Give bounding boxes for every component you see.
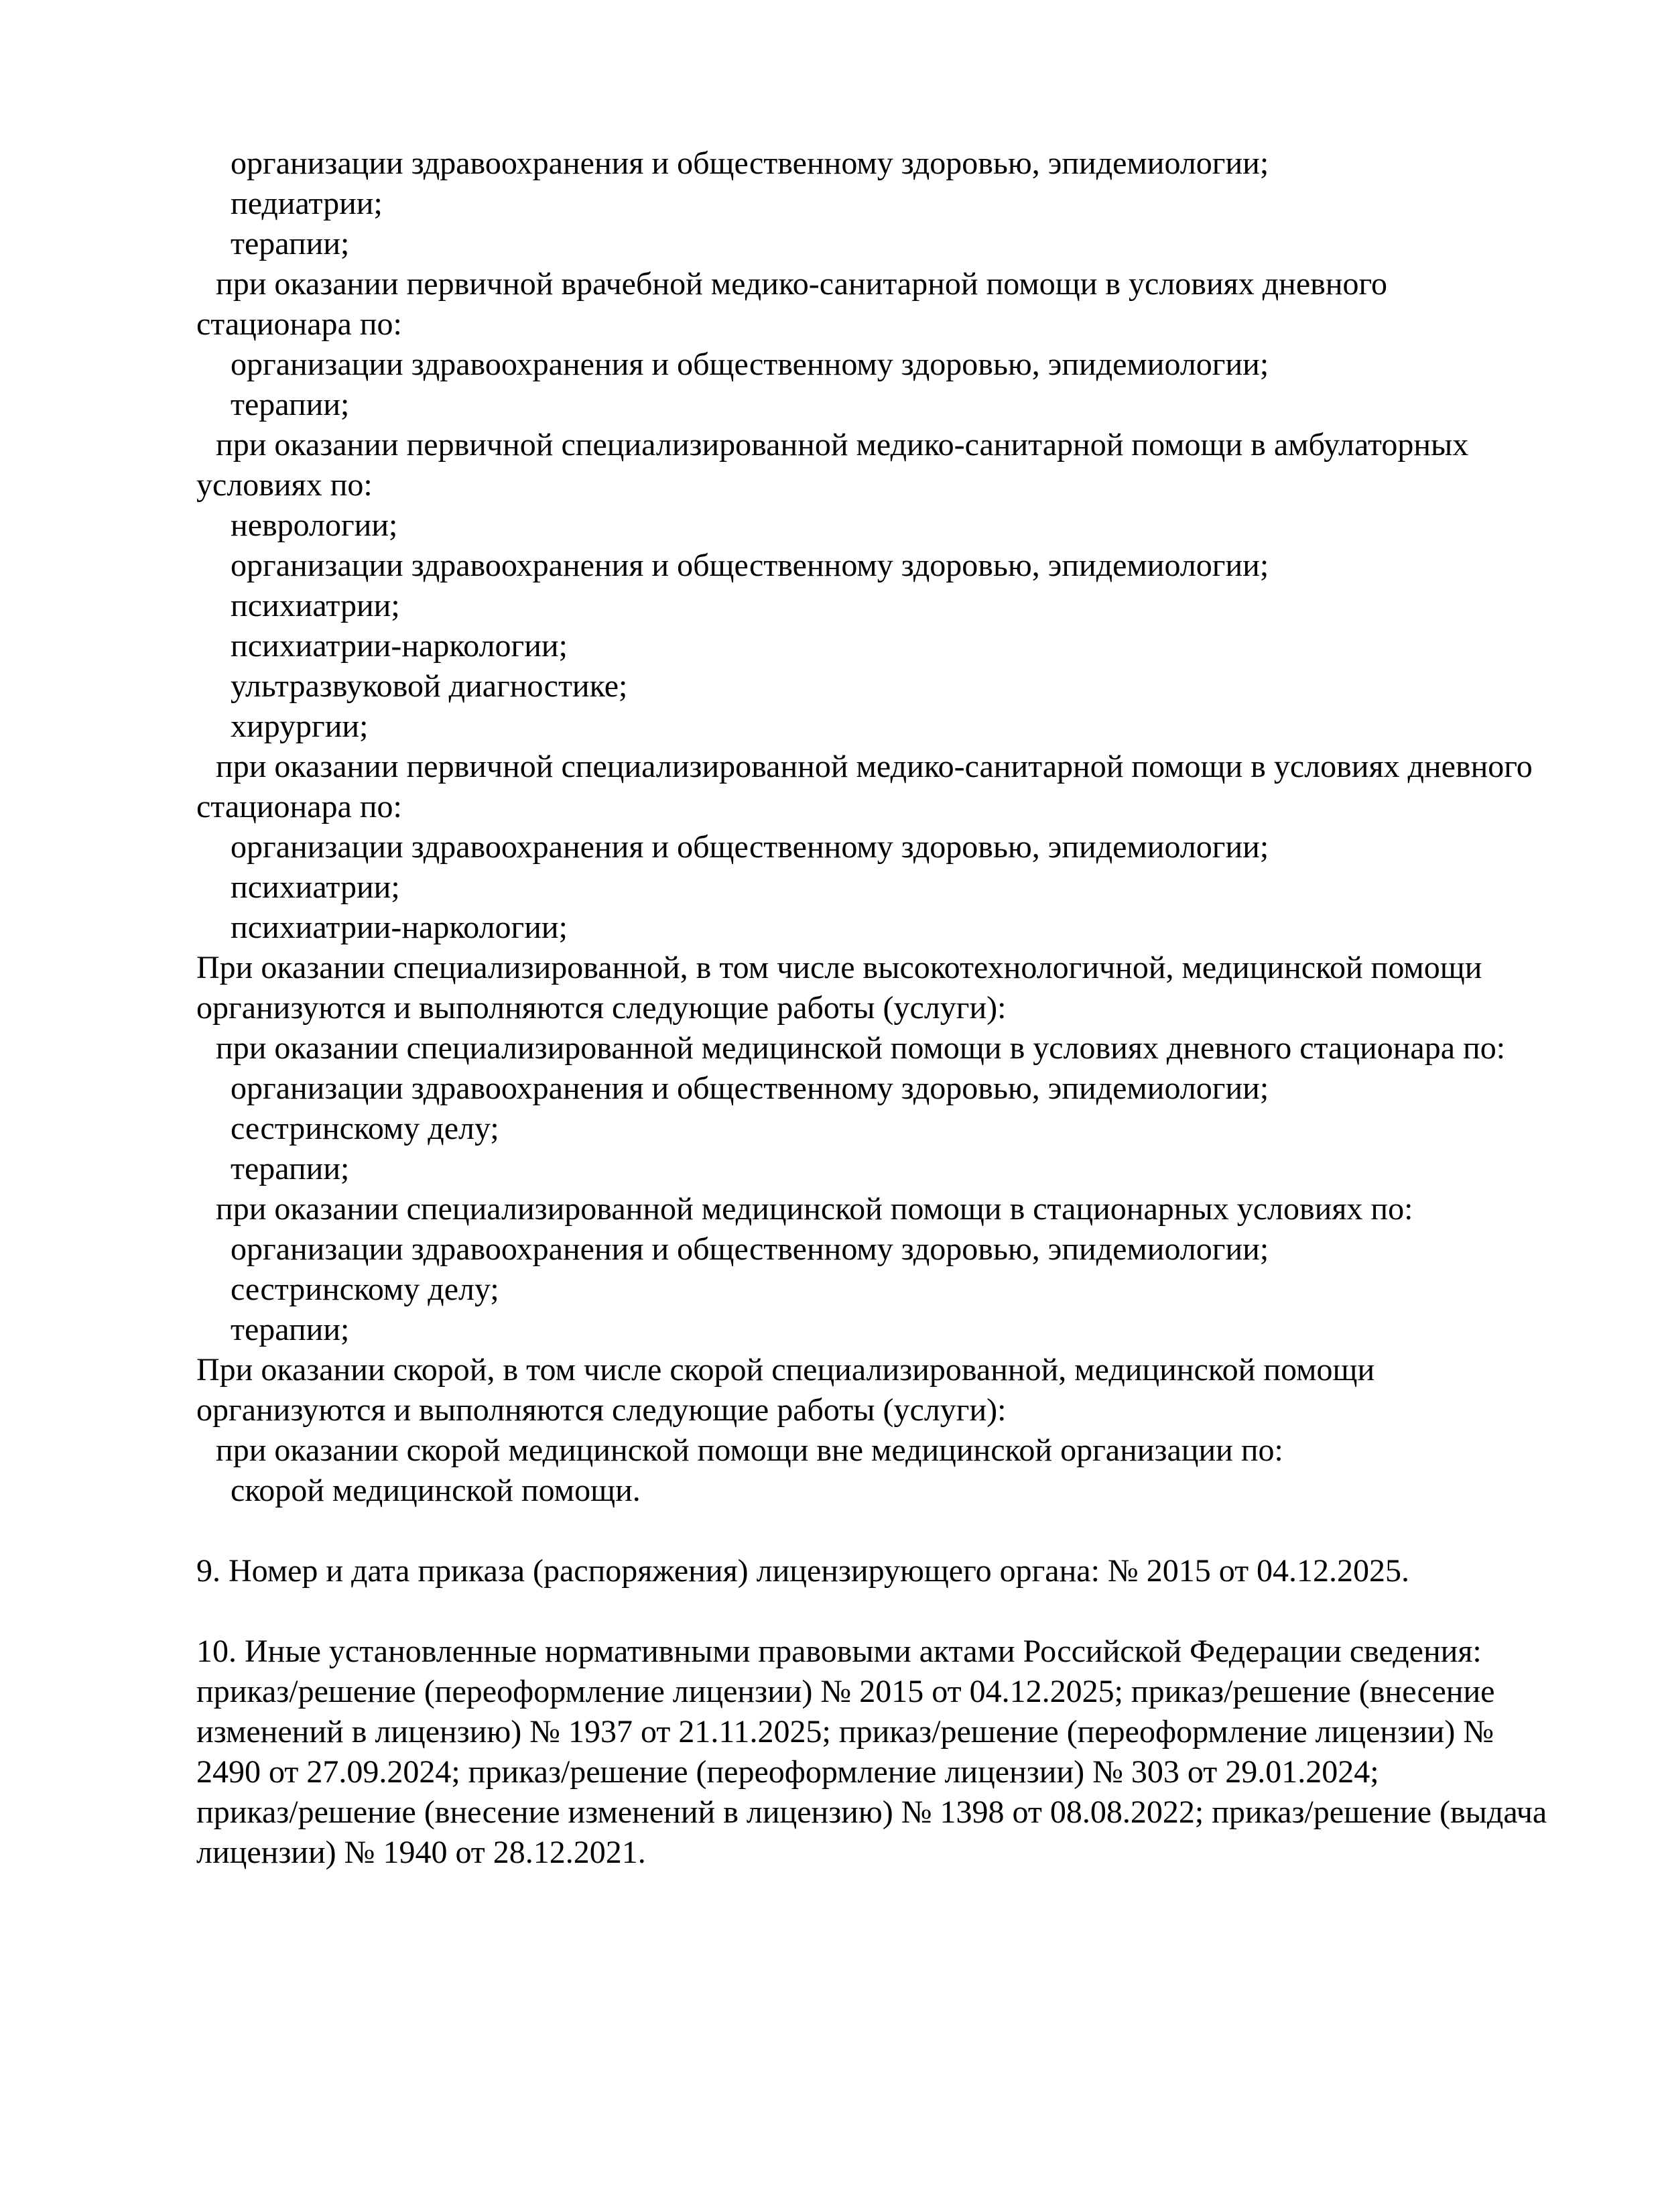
text-line: организации здравоохранения и общественному здоровью, эпидемиологии; [231, 1231, 1269, 1267]
text-line-section-9: 9. Номер и дата приказа (распоряжения) лицензирующего органа: № 2015 от 04.12.2025. [196, 1553, 1410, 1589]
text-line: педиатрии; [231, 186, 383, 221]
text-line: психиатрии; [231, 869, 400, 905]
text-line: терапии; [231, 387, 350, 422]
text-line: при оказании первичной специализированной медико-санитарной помощи в амбулаторных [216, 427, 1469, 463]
text-line: условиях по: [196, 467, 373, 503]
text-line: терапии; [231, 1151, 350, 1186]
text-line: При оказании специализированной, в том числе высокотехнологичной, медицинской помощи [196, 950, 1482, 985]
text-line: при оказании первичной врачебной медико-санитарной помощи в условиях дневного [216, 266, 1387, 302]
text-line: организации здравоохранения и общественному здоровью, эпидемиологии; [231, 1070, 1269, 1106]
text-line: стационара по: [196, 789, 402, 824]
text-line: организуются и выполняются следующие работы (услуги): [196, 1392, 1007, 1428]
text-line: неврологии; [231, 507, 398, 543]
text-line: психиатрии; [231, 588, 400, 623]
license-text-block [196, 143, 1595, 1873]
text-line: психиатрии-наркологии; [231, 628, 568, 664]
text-line: организации здравоохранения и общественному здоровью, эпидемиологии; [231, 347, 1269, 382]
text-line: сестринскому делу; [231, 1272, 499, 1307]
text-line: сестринскому делу; [231, 1111, 499, 1146]
text-line: при оказании первичной специализированной медико-санитарной помощи в условиях дневного [216, 749, 1533, 784]
text-line: приказ/решение (переоформление лицензии) № 2015 от 04.12.2025; приказ/решение (внесение [196, 1674, 1495, 1709]
text-line: терапии; [231, 1312, 350, 1347]
text-line: хирургии; [231, 709, 369, 744]
text-line: изменений в лицензию) № 1937 от 21.11.2025; приказ/решение (переоформление лицензии) № [196, 1714, 1494, 1749]
text-line: при оказании специализированной медицинской помощи в стационарных условиях по: [216, 1191, 1413, 1227]
text-line: терапии; [231, 226, 350, 261]
text-line: приказ/решение (внесение изменений в лицензию) № 1398 от 08.08.2022; приказ/решение (выдача [196, 1794, 1547, 1830]
text-line: скорой медицинской помощи. [231, 1473, 641, 1508]
text-line: при оказании скорой медицинской помощи вне медицинской организации по: [216, 1432, 1283, 1468]
text-line: организуются и выполняются следующие работы (услуги): [196, 990, 1007, 1026]
text-line: лицензии) № 1940 от 28.12.2021. [196, 1835, 646, 1870]
text-line: организации здравоохранения и общественному здоровью, эпидемиологии; [231, 829, 1269, 865]
text-line: 2490 от 27.09.2024; приказ/решение (переоформление лицензии) № 303 от 29.01.2024; [196, 1754, 1379, 1790]
text-line: ультразвуковой диагностике; [231, 668, 628, 704]
text-line: организации здравоохранения и общественному здоровью, эпидемиологии; [231, 145, 1269, 181]
text-line: психиатрии-наркологии; [231, 910, 568, 945]
text-line: организации здравоохранения и общественному здоровью, эпидемиологии; [231, 548, 1269, 583]
text-line: стационара по: [196, 306, 402, 342]
text-line: При оказании скорой, в том числе скорой специализированной, медицинской помощи [196, 1352, 1375, 1388]
text-line-section-10: 10. Иные установленные нормативными правовыми актами Российской Федерации сведения: [196, 1634, 1482, 1669]
text-line: при оказании специализированной медицинской помощи в условиях дневного стационара по: [216, 1030, 1506, 1066]
blank-line [196, 1511, 1595, 1551]
blank-line [196, 1591, 1595, 1632]
